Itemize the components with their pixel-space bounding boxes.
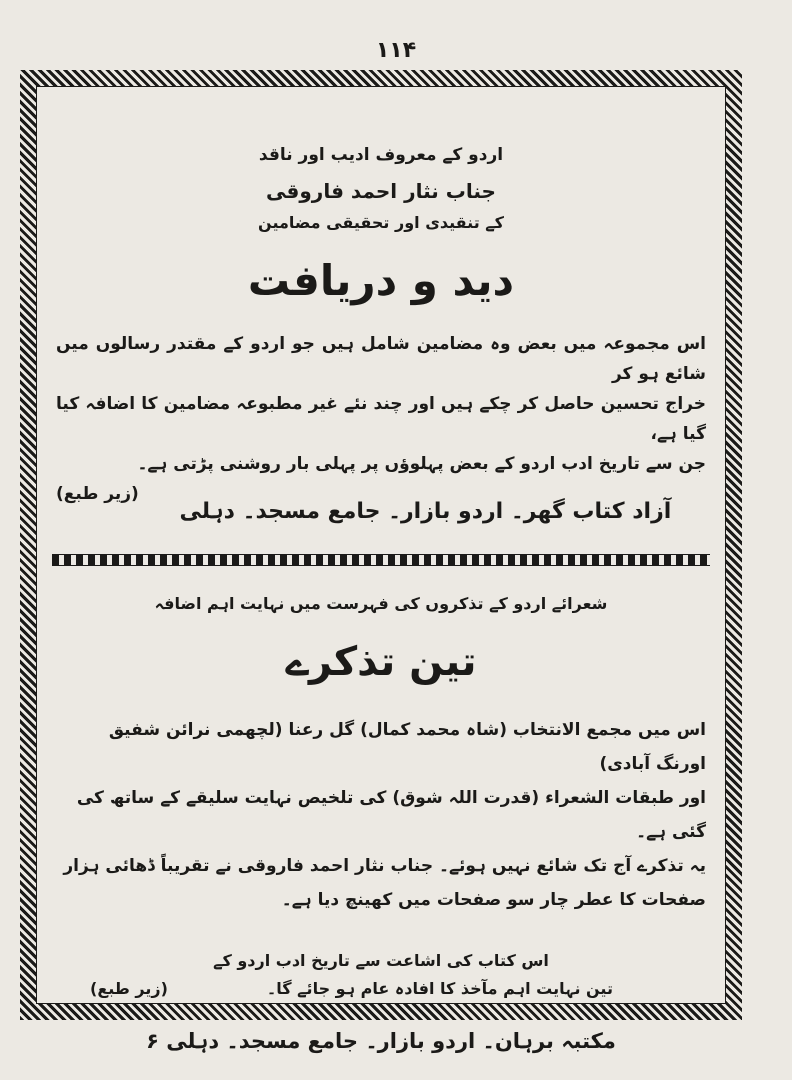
ad2-description-line: اس میں مجمع الانتخاب (شاہ محمد کمال) گل رعنا (لچھمی نرائن شفیق اورنگ آبادی) [108, 720, 706, 774]
ad2-status-note: (زیر طبع) [90, 979, 168, 998]
ad1-description-line-last [56, 449, 706, 504]
page-number: ۱۱۴ [375, 38, 417, 63]
ad2-closing-line-2-row [50, 975, 712, 1003]
ad1-status-note: (زیر طبع) [56, 484, 139, 504]
ad2-description-line: صفحات کا عطر چار سو صفحات میں کھینچ دیا ہے۔ [281, 890, 706, 910]
ad1-description-line: اس مجموعہ میں بعض وہ مضامین شامل ہیں جو اردو کے مقتدر رسالوں میں شائع ہو کر [56, 334, 706, 384]
ad2-description [56, 713, 706, 917]
ad1-publisher: آزاد کتاب گھر۔ اردو بازار۔ جامع مسجد۔ دہلی [179, 499, 672, 524]
advertisement-teen-tazkire [50, 594, 712, 1053]
ad1-description [56, 329, 706, 504]
ad1-book-title: دید و دریافت [247, 256, 515, 305]
advertisement-did-o-daryaft [50, 144, 712, 524]
ad1-intro-line-1: اردو کے معروف ادیب اور ناقد [258, 145, 504, 165]
ad2-closing-line-1: اس کتاب کی اشاعت سے تاریخ ادب اردو کے [213, 951, 549, 970]
ad2-intro-line: شعرائے اردو کے تذکروں کی فہرست میں نہایت اہم اضافہ [154, 594, 608, 613]
ad2-publisher: مکتبہ برہان۔ اردو بازار۔ جامع مسجد۔ دہلی ۶ [146, 1029, 616, 1053]
ad2-closing [50, 947, 712, 1003]
ad2-description-line: اور طبقات الشعراء (قدرت اللہ شوق) کی تلخیص نہایت سلیقے کے ساتھ کی گئی ہے۔ [76, 788, 706, 842]
ad2-book-title: تین تذکرے [285, 639, 477, 685]
ad2-closing-line-2: تین نہایت اہم مآخذ کا افادہ عام ہو جائے گا۔ [266, 979, 613, 998]
ad1-description-line: جن سے تاریخ ادب اردو کے بعض پہلوؤں پر پہلی بار روشنی پڑتی ہے۔ [137, 454, 706, 474]
section-divider [52, 554, 710, 566]
page-content [50, 100, 712, 1053]
ad2-description-line: یہ تذکرے آج تک شائع نہیں ہوئے۔ جناب نثار احمد فاروقی نے تقریباً ڈھائی ہزار [63, 856, 706, 876]
ad1-author-name: جناب نثار احمد فاروقی [266, 179, 496, 203]
ad1-description-line: خراج تحسین حاصل کر چکے ہیں اور چند نئے غیر مطبوعہ مضامین کا اضافہ کیا گیا ہے، [56, 394, 706, 444]
ad1-intro-line-3: کے تنقیدی اور تحقیقی مضامین [258, 213, 504, 232]
